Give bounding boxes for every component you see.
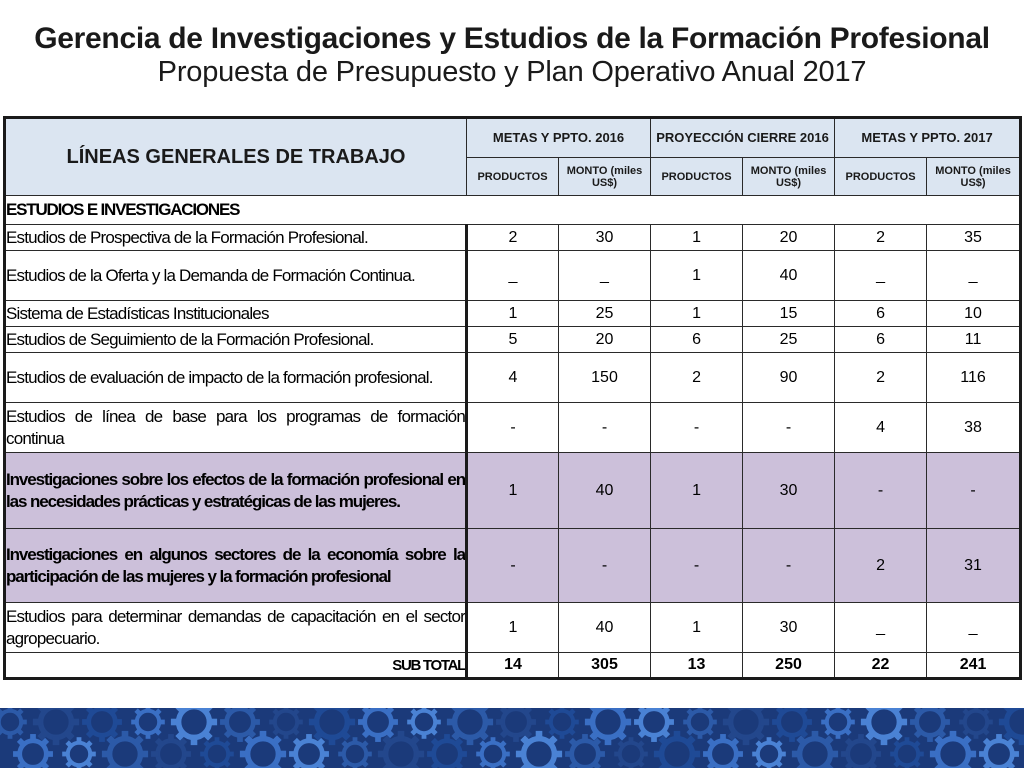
main-column-header: LÍNEAS GENERALES DE TRABAJO bbox=[5, 118, 467, 196]
subtotal-monto: 241 bbox=[927, 653, 1021, 679]
table-row bbox=[5, 327, 1021, 353]
decorative-footer-band bbox=[0, 708, 1024, 768]
row-description: Investigaciones sobre los efectos de la formación profesional en las necesidades prácticas y estratégicas de las mujeres. bbox=[5, 453, 467, 529]
cell-productos: - bbox=[651, 403, 743, 453]
cell-productos: - bbox=[467, 529, 559, 603]
table-row bbox=[5, 453, 1021, 529]
cell-monto: 25 bbox=[559, 301, 651, 327]
cell-productos: 1 bbox=[651, 251, 743, 301]
row-description: Sistema de Estadísticas Institucionales bbox=[5, 301, 467, 327]
cell-productos: 1 bbox=[467, 301, 559, 327]
cell-productos: 6 bbox=[651, 327, 743, 353]
row-description: Investigaciones en algunos sectores de la economía sobre la participación de las mujeres y la formación profesional bbox=[5, 529, 467, 603]
cell-productos: - bbox=[835, 453, 927, 529]
cell-productos: _ bbox=[467, 251, 559, 301]
subheader-productos: PRODUCTOS bbox=[467, 158, 559, 196]
group-header-2017: METAS Y PPTO. 2017 bbox=[835, 118, 1021, 158]
table-row bbox=[5, 603, 1021, 653]
cell-monto: 30 bbox=[743, 453, 835, 529]
subtotal-monto: 250 bbox=[743, 653, 835, 679]
subheader-monto: MONTO (miles US$) bbox=[743, 158, 835, 196]
table-row bbox=[5, 529, 1021, 603]
cell-productos: 1 bbox=[651, 603, 743, 653]
cell-monto: 20 bbox=[559, 327, 651, 353]
cell-productos: 2 bbox=[467, 225, 559, 251]
subtotal-row bbox=[5, 653, 1021, 679]
cell-productos: 1 bbox=[651, 453, 743, 529]
table-row bbox=[5, 301, 1021, 327]
budget-table bbox=[3, 116, 1022, 680]
cell-monto: 35 bbox=[927, 225, 1021, 251]
cell-monto: 31 bbox=[927, 529, 1021, 603]
cell-productos: 2 bbox=[835, 529, 927, 603]
subheader-productos: PRODUCTOS bbox=[651, 158, 743, 196]
cell-monto: 116 bbox=[927, 353, 1021, 403]
subtotal-monto: 305 bbox=[559, 653, 651, 679]
cell-monto: - bbox=[559, 403, 651, 453]
cell-productos: 1 bbox=[467, 453, 559, 529]
row-description: Estudios para determinar demandas de capacitación en el sector agropecuario. bbox=[5, 603, 467, 653]
cell-productos: 5 bbox=[467, 327, 559, 353]
table-row bbox=[5, 353, 1021, 403]
section-label: ESTUDIOS E INVESTIGACIONES bbox=[5, 196, 1021, 225]
cell-productos: 6 bbox=[835, 301, 927, 327]
cell-monto: 150 bbox=[559, 353, 651, 403]
cell-productos: 2 bbox=[835, 225, 927, 251]
cell-monto: 11 bbox=[927, 327, 1021, 353]
cell-monto: 20 bbox=[743, 225, 835, 251]
cell-monto: 40 bbox=[559, 453, 651, 529]
cell-monto: 40 bbox=[743, 251, 835, 301]
cell-productos: 4 bbox=[467, 353, 559, 403]
cell-productos: 6 bbox=[835, 327, 927, 353]
row-description: Estudios de Seguimiento de la Formación Profesional. bbox=[5, 327, 467, 353]
cell-productos: 4 bbox=[835, 403, 927, 453]
cell-monto: 30 bbox=[559, 225, 651, 251]
cell-productos: _ bbox=[835, 251, 927, 301]
cell-monto: 30 bbox=[743, 603, 835, 653]
row-description: Estudios de Prospectiva de la Formación Profesional. bbox=[5, 225, 467, 251]
row-description: Estudios de la Oferta y la Demanda de Formación Continua. bbox=[5, 251, 467, 301]
cell-monto: - bbox=[559, 529, 651, 603]
subtotal-productos: 13 bbox=[651, 653, 743, 679]
group-header-2016: METAS Y PPTO. 2016 bbox=[467, 118, 651, 158]
gear-pattern-icon bbox=[0, 708, 1024, 768]
cell-productos: _ bbox=[835, 603, 927, 653]
table-row bbox=[5, 251, 1021, 301]
cell-productos: - bbox=[651, 529, 743, 603]
subheader-monto: MONTO (miles US$) bbox=[927, 158, 1021, 196]
cell-monto: 25 bbox=[743, 327, 835, 353]
cell-productos: - bbox=[467, 403, 559, 453]
subheader-productos: PRODUCTOS bbox=[835, 158, 927, 196]
cell-monto: _ bbox=[559, 251, 651, 301]
page-subtitle: Propuesta de Presupuesto y Plan Operativo Anual 2017 bbox=[157, 56, 867, 88]
cell-monto: _ bbox=[927, 251, 1021, 301]
cell-monto: 90 bbox=[743, 353, 835, 403]
title-block bbox=[0, 22, 1024, 88]
cell-productos: 1 bbox=[651, 301, 743, 327]
cell-monto: - bbox=[927, 453, 1021, 529]
subtotal-productos: 22 bbox=[835, 653, 927, 679]
cell-productos: 1 bbox=[467, 603, 559, 653]
cell-monto: 10 bbox=[927, 301, 1021, 327]
table-row bbox=[5, 403, 1021, 453]
subheader-monto: MONTO (miles US$) bbox=[559, 158, 651, 196]
cell-productos: 1 bbox=[651, 225, 743, 251]
row-description: Estudios de evaluación de impacto de la formación profesional. bbox=[5, 353, 467, 403]
cell-monto: 40 bbox=[559, 603, 651, 653]
cell-monto: 38 bbox=[927, 403, 1021, 453]
table-row bbox=[5, 225, 1021, 251]
subtotal-productos: 14 bbox=[467, 653, 559, 679]
row-description: Estudios de línea de base para los programas de formación continua bbox=[5, 403, 467, 453]
cell-productos: 2 bbox=[651, 353, 743, 403]
page-title: Gerencia de Investigaciones y Estudios de la Formación Profesional bbox=[34, 22, 990, 55]
group-header-cierre-2016: PROYECCIÓN CIERRE 2016 bbox=[651, 118, 835, 158]
subtotal-label: SUB TOTAL bbox=[5, 653, 467, 679]
cell-productos: 2 bbox=[835, 353, 927, 403]
cell-monto: _ bbox=[927, 603, 1021, 653]
cell-monto: 15 bbox=[743, 301, 835, 327]
cell-monto: - bbox=[743, 529, 835, 603]
cell-monto: - bbox=[743, 403, 835, 453]
